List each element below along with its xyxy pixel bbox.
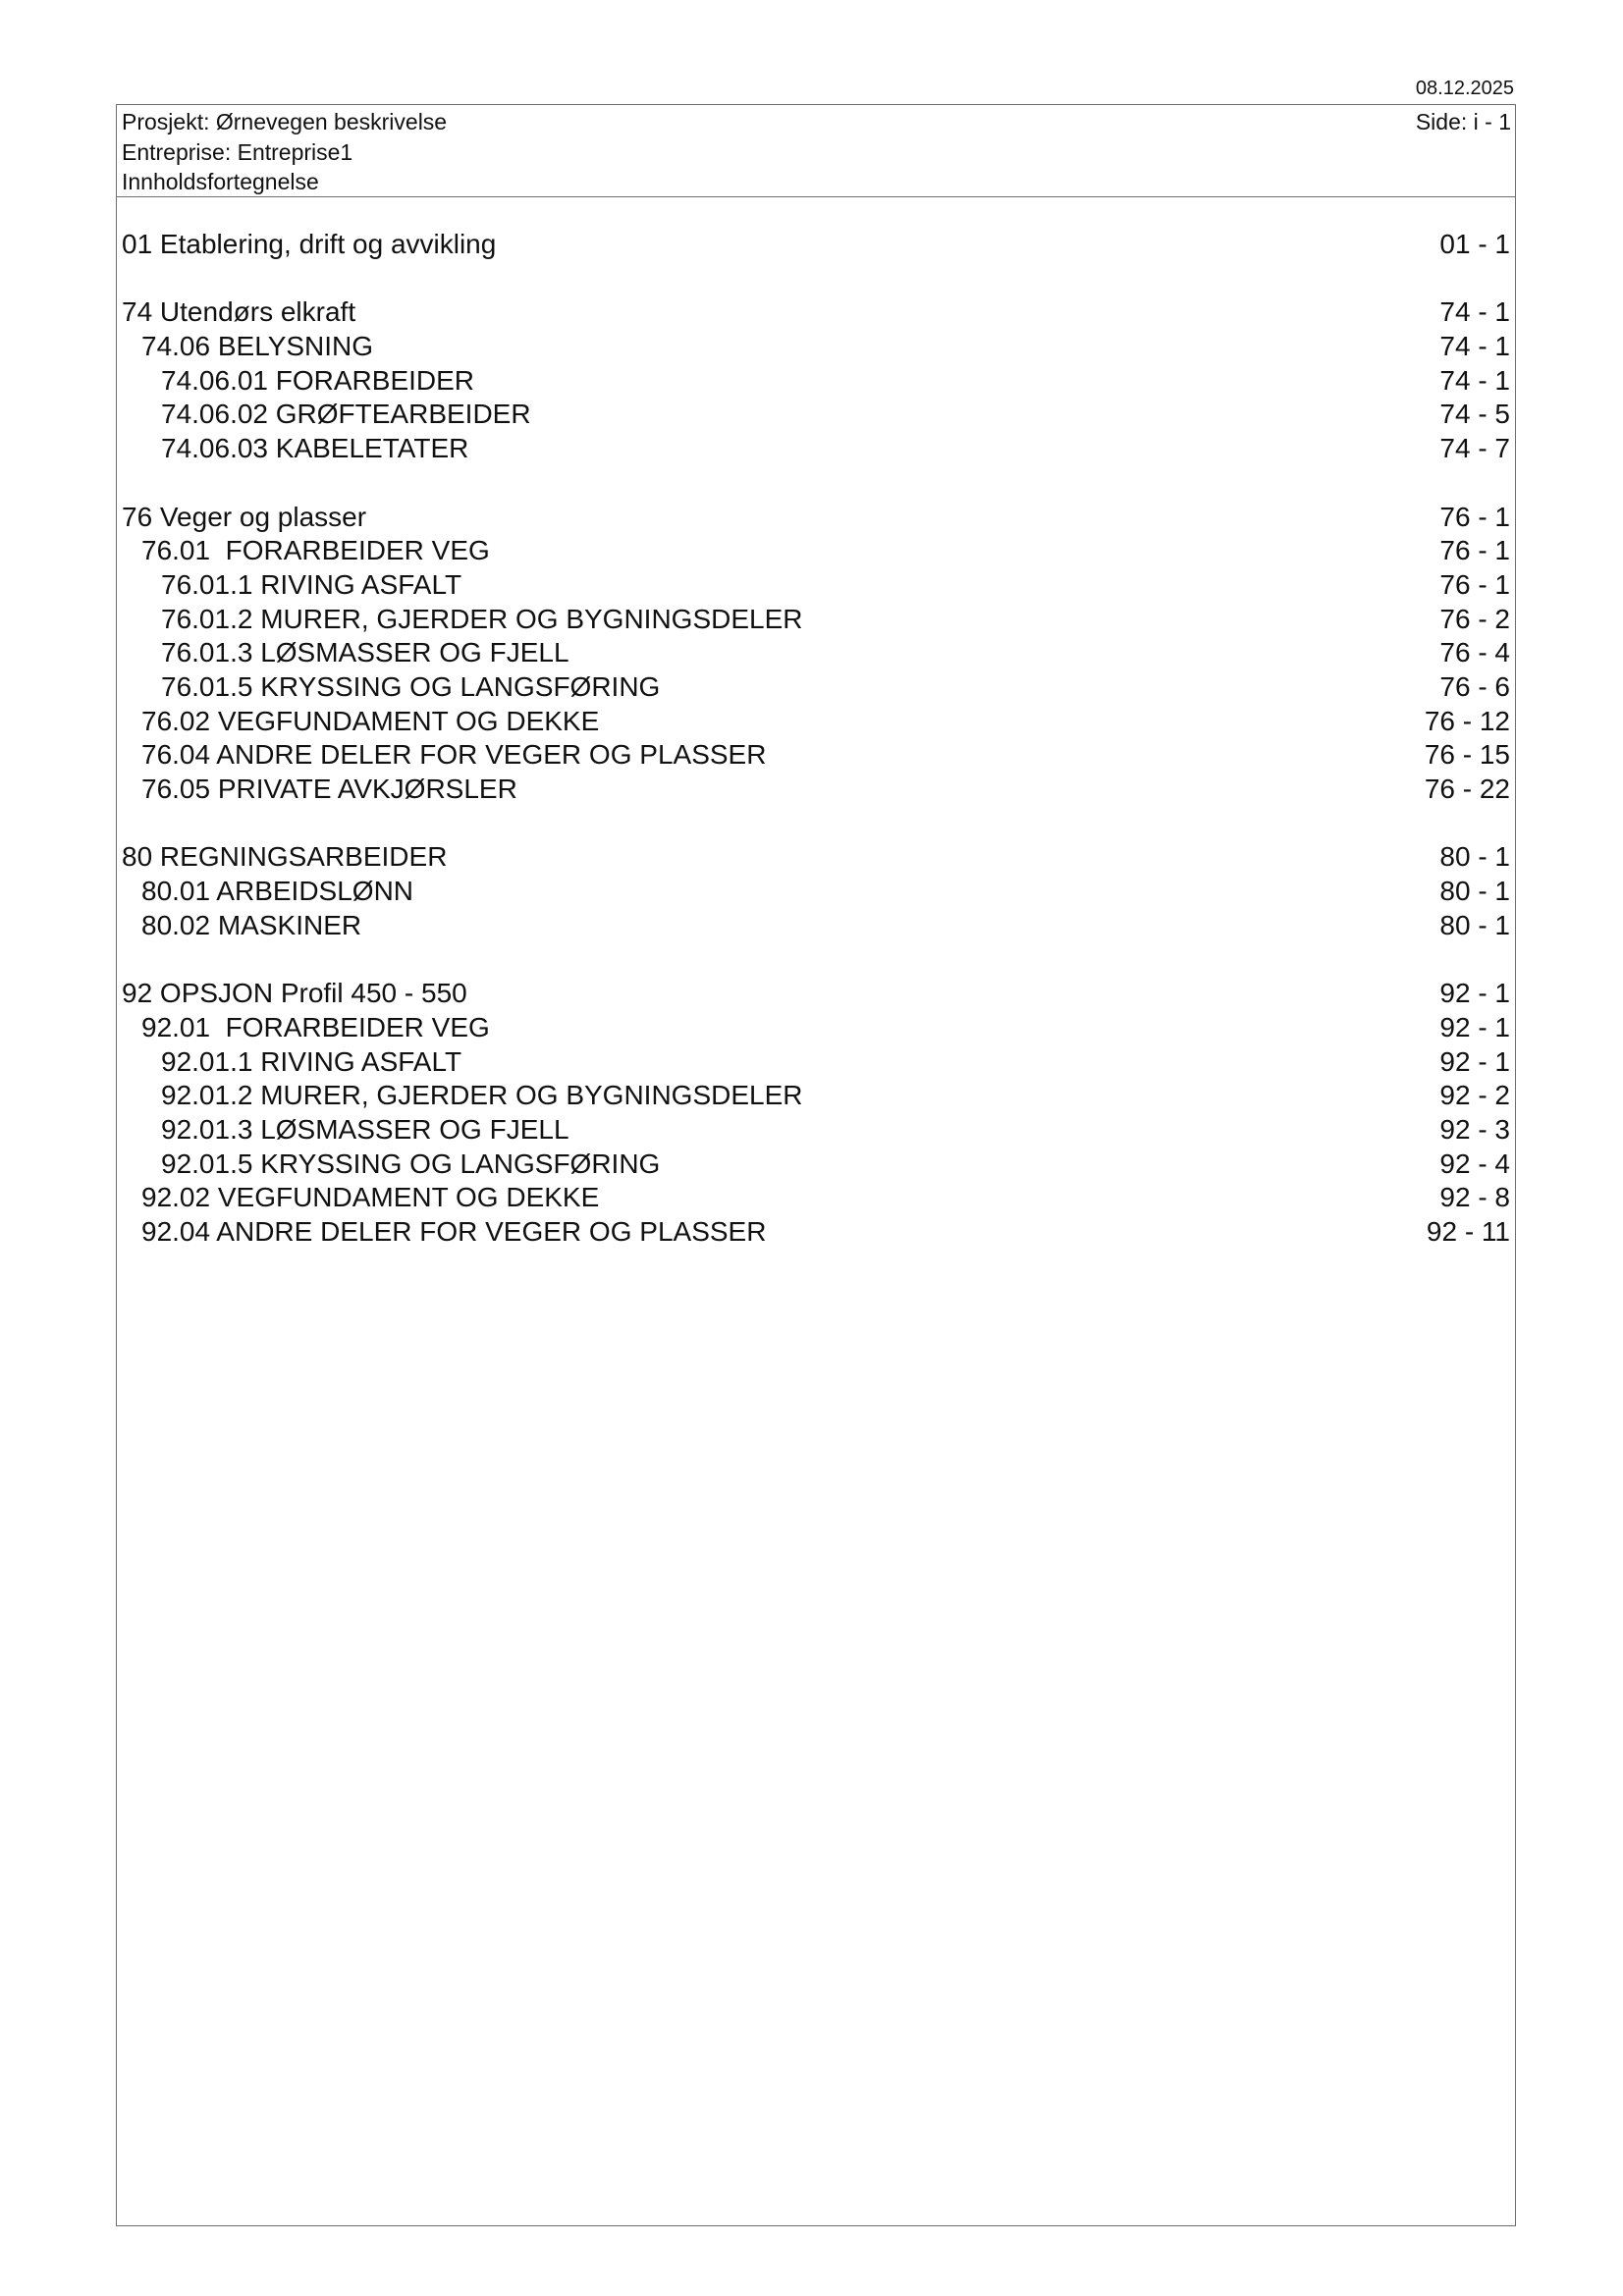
toc-entry-page: 92 - 1 bbox=[1439, 978, 1510, 1009]
toc-entry-page: 92 - 3 bbox=[1439, 1113, 1510, 1145]
toc-entry-title: 92.02 VEGFUNDAMENT OG DEKKE bbox=[141, 1182, 600, 1213]
toc-entry-page: 74 - 7 bbox=[1439, 433, 1510, 464]
toc-entry bbox=[117, 568, 1515, 603]
toc-entry bbox=[117, 295, 1515, 330]
toc-entry bbox=[117, 1045, 1515, 1080]
toc-entry-title: 76.05 PRIVATE AVKJØRSLER bbox=[141, 774, 517, 804]
toc-entry bbox=[117, 1079, 1515, 1113]
print-date: 08.12.2025 bbox=[1415, 78, 1514, 99]
toc-entry bbox=[117, 738, 1515, 773]
toc-entry bbox=[117, 501, 1515, 535]
toc-entry-title: 74.06.03 KABELETATER bbox=[161, 433, 469, 464]
toc-entry-page: 76 - 4 bbox=[1439, 637, 1510, 668]
toc-entry bbox=[117, 398, 1515, 432]
toc-entry bbox=[117, 636, 1515, 670]
toc-entry-title: 92.01.1 RIVING ASFALT bbox=[161, 1045, 462, 1077]
toc-entry bbox=[117, 670, 1515, 705]
toc-entry bbox=[117, 1148, 1515, 1182]
toc-entry-title: 76.01.3 LØSMASSER OG FJELL bbox=[161, 637, 569, 668]
toc-entry-page: 80 - 1 bbox=[1439, 876, 1510, 907]
toc-entry-title: 80.01 ARBEIDSLØNN bbox=[141, 876, 414, 907]
toc-entry-title: 76.01.5 KRYSSING OG LANGSFØRING bbox=[161, 670, 661, 702]
toc-entry-page: 76 - 22 bbox=[1424, 774, 1510, 804]
toc-entry bbox=[117, 1113, 1515, 1148]
toc-entry-page: 92 - 1 bbox=[1439, 1045, 1510, 1077]
toc-entry bbox=[117, 773, 1515, 807]
toc-entry-page: 92 - 11 bbox=[1426, 1215, 1510, 1247]
toc-entry-page: 74 - 1 bbox=[1439, 331, 1510, 362]
toc-entry bbox=[117, 330, 1515, 364]
toc-entry bbox=[117, 1011, 1515, 1045]
toc-entry bbox=[117, 909, 1515, 943]
toc-entry-title: 92.01.2 MURER, GJERDER OG BYGNINGSDELER bbox=[161, 1080, 803, 1111]
toc-entry-page: 76 - 1 bbox=[1439, 535, 1510, 566]
toc-entry-title: 92.01 FORARBEIDER VEG bbox=[141, 1011, 490, 1042]
page-number: Side: i - 1 bbox=[1415, 109, 1511, 134]
toc-entry-title: 74.06.02 GRØFTEARBEIDER bbox=[161, 399, 531, 430]
toc-entry-title: 76.04 ANDRE DELER FOR VEGER OG PLASSER bbox=[141, 739, 767, 771]
toc-entry-page: 76 - 2 bbox=[1439, 603, 1510, 634]
document-header bbox=[117, 105, 1515, 197]
toc-entry-title: 76.01 FORARBEIDER VEG bbox=[141, 535, 490, 566]
toc-entry-page: 76 - 12 bbox=[1424, 705, 1510, 736]
toc-entry-page: 92 - 8 bbox=[1439, 1182, 1510, 1213]
toc-entry-title: 80.02 MASKINER bbox=[141, 909, 362, 940]
toc-spacer bbox=[117, 942, 1515, 977]
toc-entry-page: 76 - 1 bbox=[1439, 568, 1510, 600]
toc-entry-page: 74 - 1 bbox=[1439, 364, 1510, 396]
toc-entry bbox=[117, 977, 1515, 1011]
toc-entry-page: 80 - 1 bbox=[1439, 909, 1510, 940]
toc-entry-title: 92.01.3 LØSMASSER OG FJELL bbox=[161, 1113, 569, 1145]
toc-entry-page: 76 - 1 bbox=[1439, 501, 1510, 532]
toc-spacer bbox=[117, 262, 1515, 296]
toc-entry-page: 74 - 1 bbox=[1439, 296, 1510, 328]
toc-entry-title: 92.01.5 KRYSSING OG LANGSFØRING bbox=[161, 1148, 661, 1179]
toc-entry bbox=[117, 875, 1515, 909]
toc-entry bbox=[117, 534, 1515, 568]
toc-entry-title: 80 REGNINGSARBEIDER bbox=[122, 841, 448, 873]
toc-entry bbox=[117, 228, 1515, 262]
toc-spacer bbox=[117, 466, 1515, 501]
toc-entry-page: 92 - 2 bbox=[1439, 1080, 1510, 1111]
toc-entry-title: 74 Utendørs elkraft bbox=[122, 296, 356, 328]
toc-entry-title: 76.01.1 RIVING ASFALT bbox=[161, 568, 462, 600]
toc-entry bbox=[117, 432, 1515, 466]
toc-entry-title: 74.06.01 FORARBEIDER bbox=[161, 364, 475, 396]
toc-entry-title: 01 Etablering, drift og avvikling bbox=[122, 229, 497, 259]
toc-entry bbox=[117, 603, 1515, 637]
toc-entry-title: 76 Veger og plasser bbox=[122, 501, 367, 532]
toc-entry-title: 74.06 BELYSNING bbox=[141, 331, 374, 362]
project-name: Prosjekt: Ørnevegen beskrivelse bbox=[122, 109, 448, 134]
toc-entry bbox=[117, 364, 1515, 399]
toc-entry-page: 01 - 1 bbox=[1439, 229, 1510, 259]
toc-entry-title: 92.04 ANDRE DELER FOR VEGER OG PLASSER bbox=[141, 1215, 767, 1247]
toc-entry-page: 74 - 5 bbox=[1439, 399, 1510, 430]
page-frame bbox=[116, 104, 1516, 2226]
toc-entry-page: 92 - 4 bbox=[1439, 1148, 1510, 1179]
toc-spacer bbox=[117, 807, 1515, 841]
toc-entry-title: 76.02 VEGFUNDAMENT OG DEKKE bbox=[141, 705, 600, 736]
table-of-contents bbox=[117, 228, 1515, 1250]
section-title: Innholdsfortegnelse bbox=[122, 169, 319, 194]
toc-entry-title: 92 OPSJON Profil 450 - 550 bbox=[122, 978, 467, 1009]
toc-entry bbox=[117, 840, 1515, 875]
toc-entry-page: 76 - 6 bbox=[1439, 670, 1510, 702]
toc-entry bbox=[117, 1215, 1515, 1250]
toc-entry-page: 92 - 1 bbox=[1439, 1011, 1510, 1042]
toc-entry bbox=[117, 1181, 1515, 1215]
contract-name: Entreprise: Entreprise1 bbox=[122, 139, 353, 165]
toc-entry-page: 80 - 1 bbox=[1439, 841, 1510, 873]
toc-entry bbox=[117, 705, 1515, 739]
toc-entry-page: 76 - 15 bbox=[1424, 739, 1510, 771]
toc-entry-title: 76.01.2 MURER, GJERDER OG BYGNINGSDELER bbox=[161, 603, 803, 634]
